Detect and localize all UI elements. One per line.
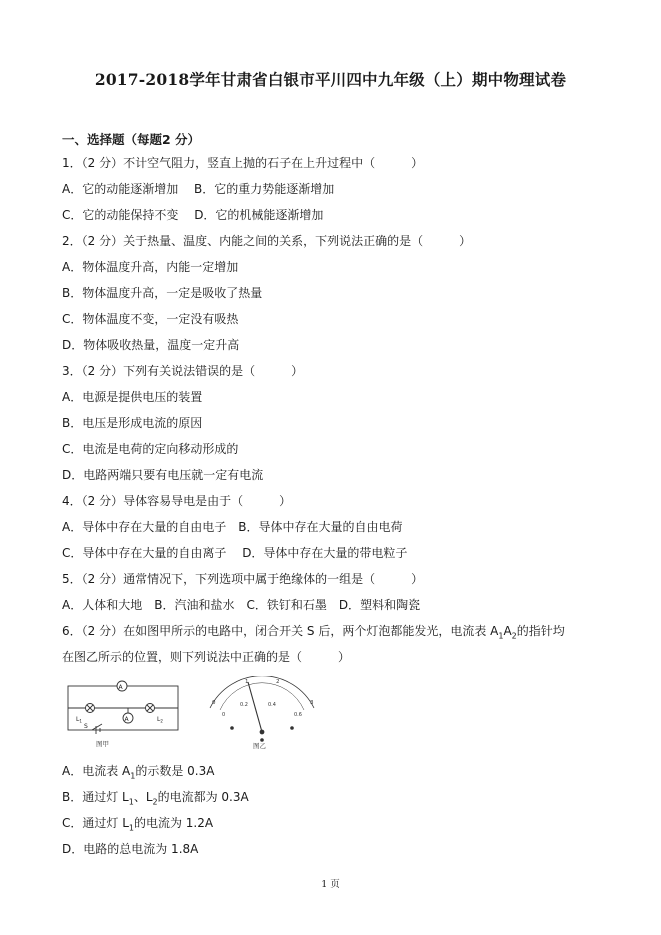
ammeter-top-label: A — [118, 684, 123, 691]
dial-inner-arc — [220, 683, 304, 710]
q4-options-row2: C．导体中存在大量的自由离子 D．导体中存在大量的带电粒子 — [62, 546, 408, 560]
terminal-right — [290, 726, 294, 730]
lamp-l1-letter: L — [76, 716, 80, 723]
q6-a-pre: A．电流表 A — [62, 764, 131, 778]
dial-outer-zero: 0 — [212, 700, 216, 706]
needle-pivot — [260, 730, 264, 734]
q3-stem: 3．（2 分）下列有关说法错误的是（ ） — [62, 364, 304, 378]
q6-b-mid: 、L — [133, 790, 153, 804]
q6-stem-part3: 的指针均 — [516, 624, 565, 638]
q6-stem-sub2: 2 — [511, 631, 517, 641]
q6-b-pre: B．通过灯 L — [62, 790, 129, 804]
lamp-l1-label — [76, 716, 82, 724]
q6-option-b — [62, 789, 249, 810]
q6-a-sub: 1 — [130, 771, 136, 781]
q3-option-b: B．电压是形成电流的原因 — [62, 416, 203, 430]
q6-stem-part1: 6．（2 分）在如图甲所示的电路中，闭合开关 S 后，两个灯泡都能发光，电流表 A — [62, 624, 499, 638]
q6-stem-part2: A — [503, 624, 512, 638]
q6-c-sub: 1 — [128, 823, 134, 833]
q6-c-post: 的电流为 1.2A — [133, 816, 214, 830]
dial-bottom-tick-06: 0.6 — [294, 712, 302, 718]
q6-figures-svg — [62, 676, 332, 752]
q2-option-c: C．物体温度不变，一定没有吸热 — [62, 312, 239, 326]
switch-blade — [92, 724, 102, 730]
q6-stem-sub1: 1 — [498, 631, 504, 641]
switch-label: S — [84, 723, 88, 730]
section-heading: 一、选择题（每题2 分） — [62, 132, 201, 147]
q4-options-row1: A．导体中存在大量的自由电子 B．导体中存在大量的自由电荷 — [62, 520, 403, 534]
figure-jia-label: 图甲 — [96, 740, 109, 748]
q6-option-c — [62, 815, 213, 836]
q6-option-a — [62, 763, 214, 784]
dial-arc — [210, 676, 314, 708]
q6-b-sub1: 1 — [128, 797, 134, 807]
q4-stem: 4．（2 分）导体容易导电是由于（ ） — [62, 494, 292, 508]
q6-c-pre: C．通过灯 L — [62, 816, 129, 830]
dial-needle — [248, 682, 262, 732]
lamp-l2-label — [157, 716, 163, 724]
q2-option-a: A．物体温度升高，内能一定增加 — [62, 260, 239, 274]
q3-option-c: C．电流是电荷的定向移动形成的 — [62, 442, 239, 456]
dial-top-tick-2: 2 — [276, 679, 280, 685]
q6-b-post: 的电流都为 0.3A — [157, 790, 249, 804]
q2-option-b: B．物体温度升高，一定是吸收了热量 — [62, 286, 263, 300]
ammeter-dial — [210, 676, 314, 734]
dial-outer-three: 3 — [310, 700, 314, 706]
q6-option-d: D．电路的总电流为 1.8A — [62, 842, 199, 856]
dial-top-tick-1: 1 — [245, 679, 249, 685]
q6-stem-line1 — [62, 623, 565, 644]
document-title: 2017-2018学年甘肃省白银市平川四中九年级（上）期中物理试卷 — [94, 70, 567, 89]
q6-b-sub2: 2 — [152, 797, 158, 807]
q3-option-d: D．电路两端只要有电压就一定有电流 — [62, 468, 264, 482]
lamp-l1-subscript: 1 — [79, 718, 82, 724]
q5-options-row1: A．人体和大地 B．汽油和盐水 C．铁钉和石墨 D．塑料和陶瓷 — [62, 598, 421, 612]
lamp-l2-subscript: 2 — [160, 718, 163, 724]
q6-stem-line2: 在图乙所示的位置，则下列说法中正确的是（ ） — [62, 650, 351, 664]
q5-stem: 5．（2 分）通常情况下，下列选项中属于绝缘体的一组是（ ） — [62, 572, 424, 586]
ammeter-bottom-label: A — [124, 716, 129, 723]
dial-bottom-tick-0: 0 — [222, 712, 226, 718]
page-number: 1 页 — [321, 879, 340, 890]
q1-stem: 1．（2 分）不计空气阻力，竖直上抛的石子在上升过程中（ ） — [62, 156, 424, 170]
q6-a-post: 的示数是 0.3A — [135, 764, 215, 778]
figure-yi-label: 图乙 — [253, 742, 266, 750]
lamp-l2-letter: L — [157, 716, 161, 723]
q6-figures — [62, 676, 332, 752]
dial-bottom-tick-02: 0.2 — [240, 702, 248, 708]
dial-bottom-tick-04: 0.4 — [268, 702, 276, 708]
q1-options-row2: C．它的动能保持不变 D．它的机械能逐渐增加 — [62, 208, 324, 222]
q1-options-row1: A．它的动能逐渐增加 B．它的重力势能逐渐增加 — [62, 182, 335, 196]
q2-stem: 2．（2 分）关于热量、温度、内能之间的关系，下列说法正确的是（ ） — [62, 234, 472, 248]
q3-option-a: A．电源是提供电压的装置 — [62, 390, 203, 404]
q2-option-d: D．物体吸收热量，温度一定升高 — [62, 338, 240, 352]
terminal-left — [230, 726, 234, 730]
